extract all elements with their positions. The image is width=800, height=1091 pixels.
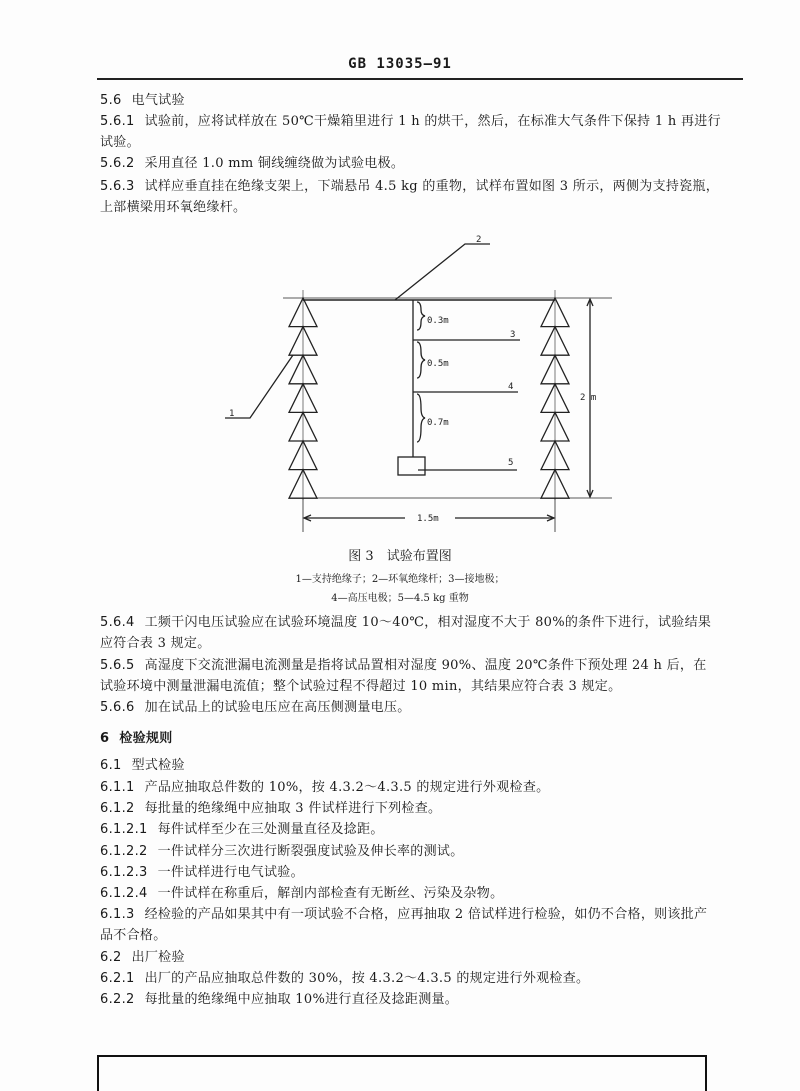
label-2: 2 [476,235,482,245]
section-title: 电气试验 [131,93,185,108]
footer-box [97,1055,707,1091]
clause-number: 6.1.1 [100,780,135,795]
label-4: 4 [508,382,514,392]
label-3: 3 [510,330,516,340]
label-5: 5 [508,458,514,468]
clause-6-1-3-cont: 品不合格。 [100,928,167,943]
clause-number: 6.1.2.1 [100,822,148,837]
clause-number: 6.1.2.4 [100,886,148,901]
clause-5-6-6 [100,697,750,718]
brace-0-7m [417,394,425,442]
clause-text: 产品应抽取总件数的 10%，按 4.3.2～4.3.5 的规定进行外观检查。 [144,780,550,795]
clause-text: 加在试品上的试验电压应在高压侧测量电压。 [144,700,411,715]
clause-5-6-5-cont: 试验环境中测量泄漏电流值；整个试验过程不得超过 10 min，其结果应符合表 3 规定。 [100,679,622,694]
dim-0-5m: 0.5m [427,359,449,369]
section-number: 5.6 [100,93,122,108]
clause-5-6-1-cont: 试验。 [100,135,140,150]
clause-number: 6.2.1 [100,971,135,986]
clause-text: 出厂的产品应抽取总件数的 30%，按 4.3.2～4.3.5 的规定进行外观检查。 [144,971,590,986]
clause-text: 经检验的产品如果其中有一项试验不合格，应再抽取 2 倍试样进行检验，如仍不合格，则该批产 [144,907,708,922]
document-header: GB 13035—91 [348,56,452,72]
clause-5-6-4 [100,612,750,633]
clause-number: 5.6.5 [100,658,135,673]
section-title: 型式检验 [131,758,185,773]
left-support-insulator [289,290,317,500]
clause-text: 工频干闪电压试验应在试验环境温度 10～40℃，相对湿度不大于 80%的条件下进行，试验结果 [144,615,712,630]
clause-number: 6.1.2.3 [100,865,148,880]
clause-6-1-3 [100,904,750,925]
clause-number: 5.6.6 [100,700,135,715]
section-6-1-heading [100,755,750,776]
clause-6-2-1 [100,968,750,989]
clause-number: 5.6.4 [100,615,135,630]
clause-number: 6.1.2 [100,801,135,816]
clause-text: 高湿度下交流泄漏电流测量是指将试品置相对湿度 90%、温度 20℃条件下预处理 24 h 后，在 [144,658,707,673]
leader-1 [225,355,293,418]
label-1: 1 [229,409,235,419]
section-6-2-heading [100,947,750,968]
dim-height: 2 m [580,393,597,403]
clause-5-6-3-cont: 上部横梁用环氧绝缘杆。 [100,200,247,215]
section-title: 检验规则 [119,731,173,746]
section-number: 6.2 [100,950,122,965]
clause-5-6-4-cont: 应符合表 3 规定。 [100,636,211,651]
section-6-heading [100,728,750,749]
clause-number: 5.6.2 [100,156,135,171]
clause-text: 试验前，应将试样放在 50℃干燥箱里进行 1 h 的烘干，然后，在标准大气条件下保持 1 h 再进行 [144,114,721,129]
clause-text: 采用直径 1.0 mm 铜线缠绕做为试验电极。 [144,156,405,171]
clause-number: 6.1.2.2 [100,844,148,859]
clause-6-1-2 [100,798,750,819]
clause-number: 5.6.1 [100,114,135,129]
brace-0-5m [417,342,425,378]
section-title: 出厂检验 [131,950,185,965]
clause-6-1-2-2 [100,841,750,862]
clause-text: 每批量的绝缘绳中应抽取 3 件试样进行下列检查。 [144,801,442,816]
clause-number: 6.1.3 [100,907,135,922]
clause-text: 一件试样分三次进行断裂强度试验及伸长率的测试。 [157,844,464,859]
clause-6-1-1 [100,777,750,798]
clause-text: 一件试样在称重后，解剖内部检查有无断丝、污染及杂物。 [157,886,504,901]
clause-text: 每批量的绝缘绳中应抽取 10%进行直径及捻距测量。 [144,992,459,1007]
dim-0-3m: 0.3m [427,316,449,326]
dim-0-7m: 0.7m [427,418,449,428]
clause-6-1-2-1 [100,819,750,840]
clause-6-2-2 [100,989,750,1010]
weight-block [398,457,425,475]
brace-0-3m [417,302,425,330]
leader-2 [395,244,490,300]
clause-number: 6.2.2 [100,992,135,1007]
figure-caption: 图 3 试验布置图 [348,549,452,564]
section-number: 6 [100,731,110,746]
clause-text: 每件试样至少在三处测量直径及捻距。 [157,822,384,837]
clause-text: 一件试样进行电气试验。 [157,865,304,880]
clause-text: 试样应垂直挂在绝缘支架上，下端悬吊 4.5 kg 的重物，试样布置如图 3 所示，两侧为支持瓷瓶， [144,179,720,194]
figure-legend-line1: 1—支持绝缘子；2—环氧绝缘杆；3—接地极； [295,574,505,585]
clause-6-1-2-3 [100,862,750,883]
section-number: 6.1 [100,758,122,773]
clause-5-6-5 [100,655,750,676]
right-support-insulator [541,290,569,500]
figure-legend-line2: 4—高压电极；5—4.5 kg 重物 [331,593,469,604]
clause-6-1-2-4 [100,883,750,904]
dim-width: 1.5m [417,514,439,524]
clause-number: 5.6.3 [100,179,135,194]
